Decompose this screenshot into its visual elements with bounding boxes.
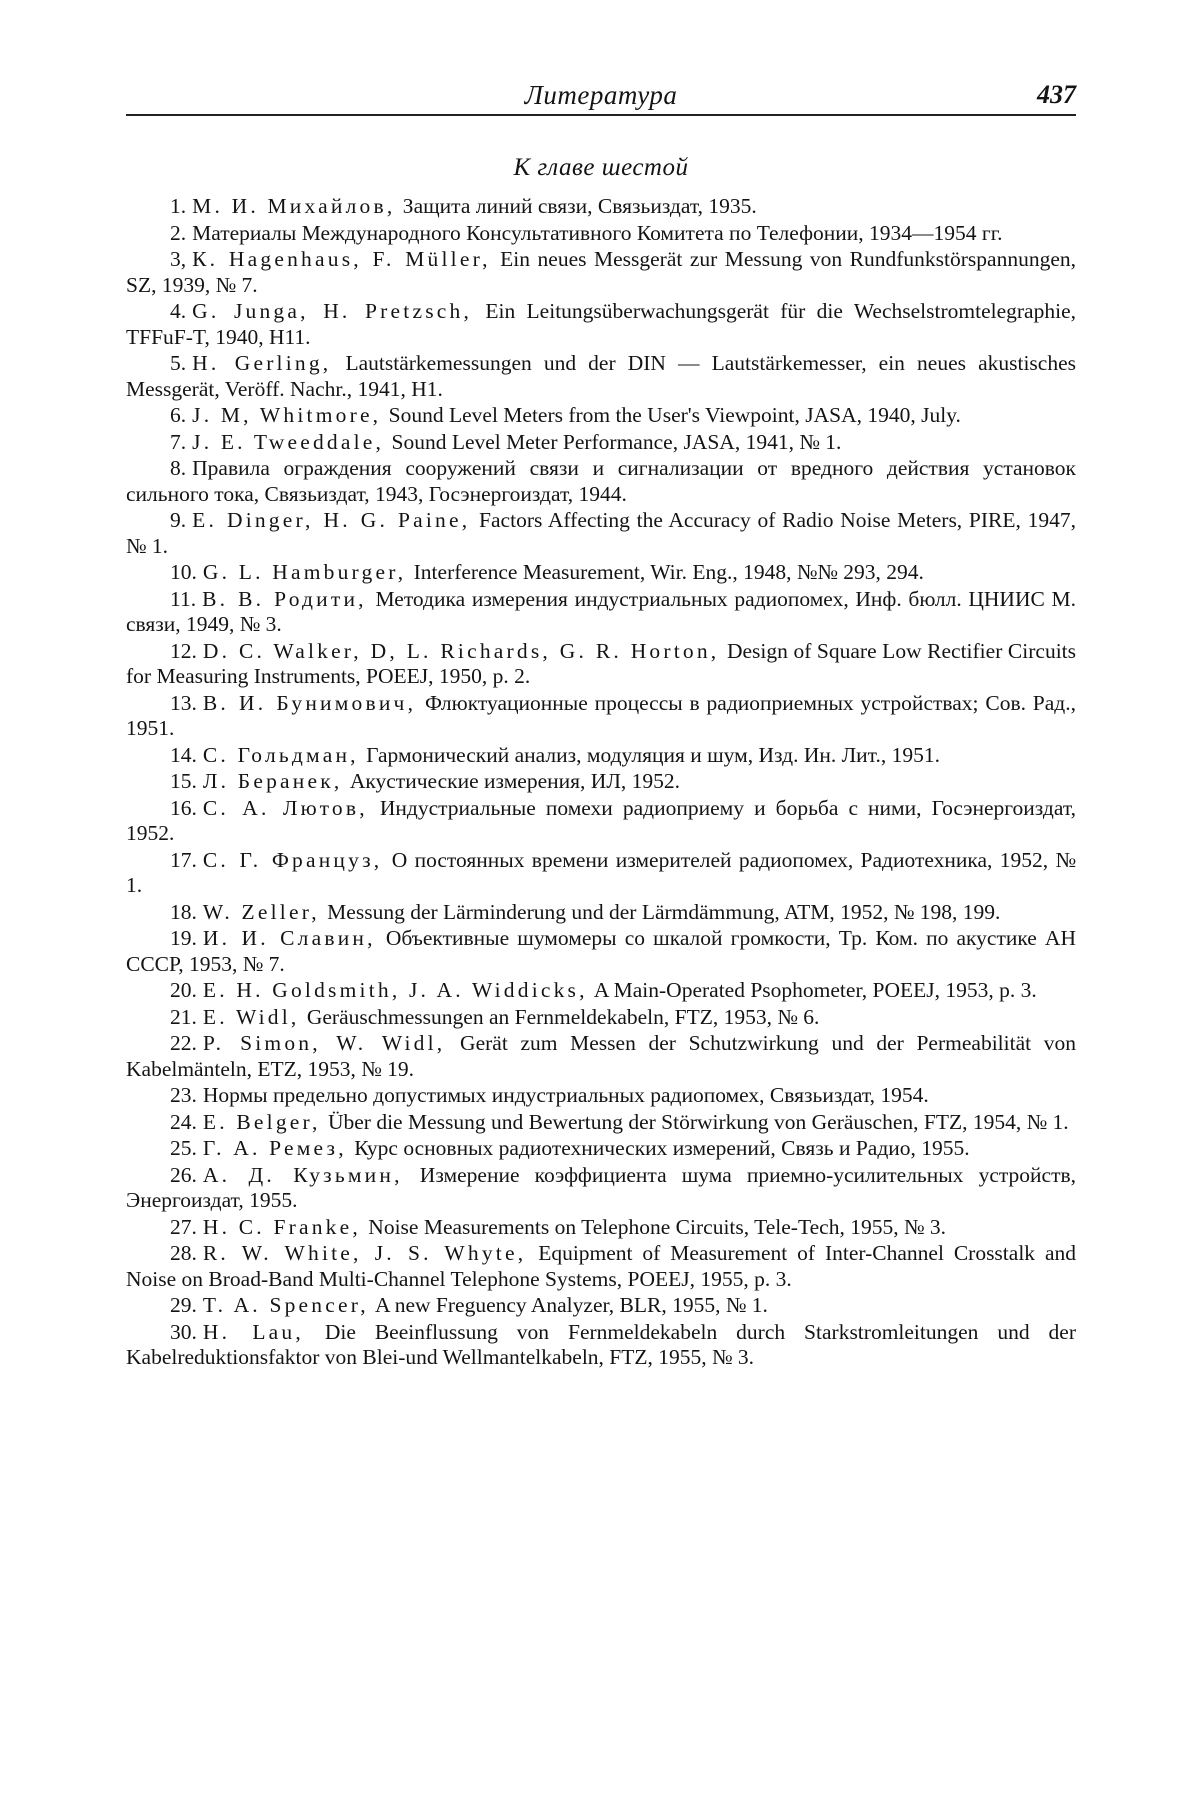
reference-number: 23. — [170, 1083, 197, 1107]
reference-authors: J. E. Tweeddale, — [192, 429, 385, 454]
reference-entry — [126, 587, 1076, 638]
reference-number: 6. — [170, 403, 187, 427]
reference-entry — [126, 796, 1076, 847]
reference-entry — [126, 221, 1076, 247]
reference-authors: Г. А. Ремез, — [202, 1136, 347, 1160]
reference-entry — [126, 1241, 1076, 1292]
reference-entry — [126, 1083, 1076, 1109]
reference-entry — [126, 1293, 1076, 1319]
reference-entry — [126, 1215, 1076, 1241]
reference-text: Die Beeinflussung von Fernmeldekabeln durch Starkstromleitungen und der Kabelreduktionsfaktor von Blei-und Wellmantelkabeln, FTZ, 1955, № 3. — [126, 1319, 1076, 1369]
reference-number: 2. — [170, 220, 187, 245]
reference-number: 8. — [170, 456, 187, 480]
reference-number: 27. — [170, 1214, 197, 1239]
reference-text: Messung der Lärminderung und der Lärmdämmung, ATM, 1952, № 198, 199. — [327, 899, 1001, 924]
reference-authors: H. C. Franke, — [202, 1214, 361, 1239]
reference-number: 18. — [170, 899, 197, 924]
reference-authors: H. Gerling, — [192, 351, 332, 375]
reference-number: 30. — [170, 1319, 197, 1344]
reference-entry — [126, 639, 1076, 690]
reference-number: 7. — [170, 429, 187, 454]
reference-number: 24. — [170, 1109, 197, 1134]
reference-entry — [126, 1320, 1076, 1371]
reference-text: Ein neues Messgerät zur Messung von Rundfunkstörspannungen, SZ, 1939, № 7. — [126, 247, 1076, 297]
reference-entry — [126, 247, 1076, 298]
reference-authors: С. А. Лютов, — [202, 795, 368, 820]
reference-entry — [126, 691, 1076, 742]
reference-authors: G. Junga, H. Pretzsch, — [192, 299, 473, 323]
reference-entry — [126, 194, 1076, 220]
reference-text: Design of Square Low Rectifier Circuits for Measuring Instruments, POEEJ, 1950, p. 2. — [126, 638, 1077, 688]
reference-text: Правила ограждения сооружений связи и сигнализации от вредного действия установок сильного тока, Связьиздат, 1943, Госэнергоиздат, 1944. — [126, 456, 1076, 506]
reference-entry — [126, 508, 1076, 559]
reference-text: Гармонический анализ, модуляция и шум, Изд. Ин. Лит., 1951. — [366, 742, 940, 767]
reference-text: Индустриальные помехи радиоприему и борьба с ними, Госэнергоиздат, 1952. — [126, 795, 1076, 845]
reference-entry — [126, 1136, 1076, 1162]
reference-entry — [126, 351, 1076, 402]
reference-entry — [126, 743, 1076, 769]
reference-entry — [126, 926, 1076, 977]
reference-number: 10. — [170, 560, 197, 584]
reference-authors: E. H. Goldsmith, J. A. Widdicks, — [202, 978, 588, 1002]
reference-text: Материалы Международного Консультативного Комитета по Телефонии, 1934—1954 гг. — [192, 220, 1003, 245]
book-page — [126, 78, 1076, 1372]
reference-number: 21. — [170, 1004, 197, 1029]
reference-entry — [126, 978, 1076, 1004]
reference-text: A new Freguency Analyzer, BLR, 1955, № 1. — [375, 1293, 768, 1317]
reference-authors: P. Simon, W. Widl, — [202, 1031, 446, 1055]
reference-entry — [126, 848, 1076, 899]
reference-authors: С. Г. Францyз, — [202, 847, 383, 872]
reference-authors: G. L. Hamburger, — [202, 560, 407, 584]
reference-authors: В. В. Родити, — [202, 586, 367, 611]
reference-text: Защита линий связи, Связьиздат, 1935. — [402, 194, 757, 218]
reference-entry — [126, 430, 1076, 456]
reference-text: Измерение коэффициента шума приемно-усилительных устройств, Энергоиздат, 1955. — [126, 1162, 1076, 1212]
reference-entry — [126, 299, 1076, 350]
reference-authors: E. Belger, — [202, 1109, 321, 1134]
reference-number: 16. — [170, 795, 197, 820]
reference-number: 25. — [170, 1136, 197, 1160]
reference-text: Equipment of Measurement of Inter-Channel Crosstalk and Noise on Broad-Band Multi-Channel Telephone Systems, POEEJ, 1955, p. 3. — [126, 1241, 1076, 1291]
reference-number: 12. — [170, 638, 197, 663]
chapter-heading: К главе шестой — [513, 154, 689, 181]
reference-authors: J. M, Whitmore, — [192, 403, 382, 427]
reference-entry — [126, 900, 1076, 926]
reference-text: Объективные шумомеры со шкалой громкости, Тр. Ком. по акустике АН СССР, 1953, № 7. — [126, 926, 1076, 976]
reference-text: Über die Messung und Bewertung der Störwirkung von Geräuschen, FTZ, 1954, № 1. — [327, 1109, 1069, 1134]
reference-number: 26. — [170, 1162, 197, 1187]
reference-text: Акустические измерения, ИЛ, 1952. — [349, 769, 681, 793]
reference-entry — [126, 1005, 1076, 1031]
reference-text: Lautstärkemessungen und der DIN — Lautstärkemesser, ein neues akustisches Messgerät, Veröff. Nachr., 1941, H1. — [126, 351, 1076, 401]
reference-text: Geräuschmessungen an Fernmeldekabeln, FTZ, 1953, № 6. — [306, 1004, 820, 1029]
reference-number: 13. — [170, 690, 197, 715]
reference-entry — [126, 456, 1076, 507]
reference-number: 20. — [170, 978, 197, 1002]
reference-text: A Main-Operated Psophometer, POEEJ, 1953, p. 3. — [593, 978, 1037, 1002]
reference-text: Флюктуационные процессы в радиоприемных устройствах; Сов. Рад., 1951. — [126, 690, 1076, 740]
reference-entry — [126, 1163, 1076, 1214]
reference-number: 15. — [170, 769, 197, 793]
reference-authors: И. И. Славин, — [202, 926, 376, 950]
reference-text: Gerät zum Messen der Schutzwirkung und der Permeabilität von Kabelmänteln, ETZ, 1953, № 19. — [126, 1031, 1077, 1081]
reference-text: О постоянных времени измерителей радиопомех, Радиотехника, 1952, № 1. — [126, 847, 1076, 897]
reference-authors: E. Widl, — [202, 1004, 300, 1029]
reference-text: Методика измерения индустриальных радиопомех, Инф. бюлл. ЦНИИС М. связи, 1949, № 3. — [126, 586, 1076, 636]
reference-authors: М. И. Михайлов, — [192, 194, 396, 218]
reference-number: 19. — [170, 926, 197, 950]
reference-authors: В. И. Бунимович, — [202, 690, 417, 715]
reference-authors: R. W. White, J. S. Whyte, — [202, 1241, 527, 1265]
reference-number: 11. — [170, 586, 197, 611]
reference-authors: T. A. Spencer, — [202, 1293, 369, 1317]
reference-authors: D. C. Walker, D, L. Richards, G. R. Horton, — [202, 638, 720, 663]
reference-authors: А. Д. Кузьмин, — [202, 1162, 403, 1187]
reference-number: 14. — [170, 742, 197, 767]
reference-number: 22. — [170, 1031, 197, 1055]
page-number: 437 — [1037, 80, 1076, 109]
reference-entry — [126, 1110, 1076, 1136]
running-header — [126, 78, 1076, 116]
reference-authors: Л. Беранек, — [202, 769, 343, 793]
reference-number: 4. — [170, 299, 187, 323]
reference-text: Factors Affecting the Accuracy of Radio Noise Meters, PIRE, 1947, № 1. — [126, 508, 1076, 558]
reference-number: 9. — [170, 508, 187, 532]
reference-text: Sound Level Meter Performance, JASA, 1941, № 1. — [391, 429, 842, 454]
running-title: Литература — [524, 80, 678, 110]
reference-number: 17. — [170, 847, 197, 872]
reference-number: 3, — [170, 247, 187, 271]
reference-number: 28. — [170, 1241, 197, 1265]
reference-number: 1. — [170, 194, 187, 218]
reference-text: Нормы предельно допустимых индустриальных радиопомех, Связьиздат, 1954. — [202, 1083, 929, 1107]
reference-number: 5. — [170, 351, 187, 375]
reference-entry — [126, 403, 1076, 429]
reference-entry — [126, 769, 1076, 795]
reference-text: Interference Measurement, Wir. Eng., 1948, №№ 293, 294. — [413, 560, 924, 584]
reference-entry — [126, 560, 1076, 586]
reference-entry — [126, 1031, 1076, 1082]
reference-text: Sound Level Meters from the User's Viewpoint, JASA, 1940, July. — [388, 403, 961, 427]
reference-list — [126, 194, 1076, 1371]
reference-authors: H. Lau, — [202, 1319, 304, 1344]
reference-text: Ein Leitungsüberwachungsgerät für die Wechselstromtelegraphie, TFFuF-T, 1940, H11. — [126, 299, 1076, 349]
reference-text: Noise Measurements on Telephone Circuits, Tele-Tech, 1955, № 3. — [368, 1214, 946, 1239]
reference-authors: К. Hagenhaus, F. Müller, — [192, 247, 491, 271]
reference-authors: С. Гольдман, — [202, 742, 359, 767]
reference-authors: E. Dinger, H. G. Paine, — [192, 508, 471, 532]
reference-authors: W. Zeller, — [202, 899, 320, 924]
reference-text: Курс основных радиотехнических измерений, Связь и Радио, 1955. — [354, 1136, 970, 1160]
reference-number: 29. — [170, 1293, 197, 1317]
